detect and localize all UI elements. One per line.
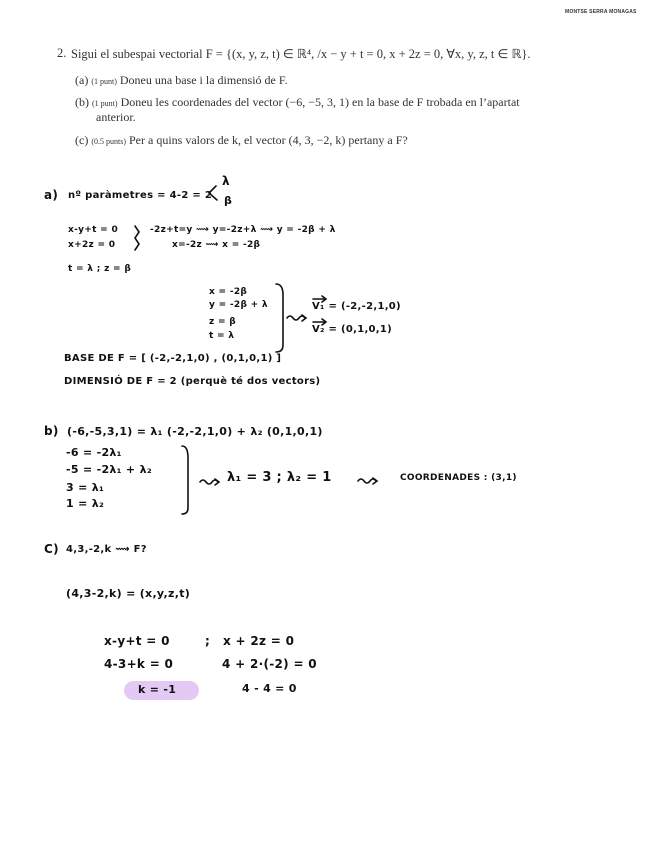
part-b-label: (b)	[75, 95, 89, 109]
vector-equation: (4,3-2,k) = (x,y,z,t)	[66, 587, 191, 600]
params-count: nº paràmetres = 4-2 = 2	[68, 190, 213, 201]
param-lambda: λ	[222, 174, 230, 188]
problem-statement: Sigui el subespai vectorial F = {(x, y, z, t) ∈ ℝ⁴, /x − y + t = 0, x + 2z = 0, ∀x, y, z, t ∈ ℝ}.	[71, 47, 531, 61]
system-z: z = β	[209, 317, 236, 327]
param-split-mark	[209, 186, 217, 200]
v1-bar	[313, 296, 326, 302]
system-b-2: -5 = -2λ₁ + λ₂	[66, 463, 152, 476]
part-b-points: (1 punt)	[92, 99, 118, 108]
condition-2-check: 4 - 4 = 0	[242, 682, 297, 695]
system-a-brace	[276, 284, 283, 352]
dimension-of-f: DIMENSIÓ DE F = 2 (perquè té dos vectors)	[64, 376, 321, 387]
part-a-points: (1 punt)	[91, 77, 117, 86]
system-b-3: 3 = λ₁	[66, 481, 105, 494]
vector-v1: V₁ = (-2,-2,1,0)	[312, 301, 401, 312]
arrow-squiggle-b2	[358, 478, 377, 484]
vector-v2: V₂ = (0,1,0,1)	[312, 324, 393, 335]
system-t: t = λ	[209, 331, 235, 341]
condition-1-substituted: 4-3+k = 0	[104, 657, 174, 671]
part-a-label: (a)	[75, 73, 89, 87]
equation-1-step: -2z+t=y ⟿ y=-2z+λ ⟿ y = -2β + λ	[150, 225, 336, 235]
param-beta: β	[224, 194, 233, 207]
part-b-text: Doneu les coordenades del vector (−6, −5, 3, 1) en la base de F trobada en l’apartat	[120, 95, 520, 109]
coordinates-equation: (-6,-5,3,1) = λ₁ (-2,-2,1,0) + λ₂ (0,1,0,1)	[67, 425, 323, 438]
equation-2-step: x=-2z ⟿ x = -2β	[172, 240, 261, 250]
condition-separator: ;	[205, 634, 211, 648]
part-c-text: Per a quins valors de k, el vector (4, 3, −2, k) pertany a F?	[129, 133, 408, 147]
problem-number: 2.	[57, 46, 67, 60]
solution-c-heading: C)	[44, 542, 59, 556]
equation-2: x+2z = 0	[68, 240, 116, 250]
part-a-text: Doneu una base i la dimensió de F.	[119, 73, 288, 87]
lambda-result: λ₁ = 3 ; λ₂ = 1	[227, 470, 332, 485]
solution-b-heading: b)	[44, 424, 59, 438]
system-b-1: -6 = -2λ₁	[66, 446, 122, 459]
membership-question: 4,3,-2,k ⟿ F?	[66, 544, 147, 555]
author-header: MONTSE SERRA MONAGAS	[565, 9, 637, 15]
condition-1: x-y+t = 0	[104, 634, 170, 648]
system-x: x = -2β	[209, 287, 248, 297]
solution-a-heading: a)	[44, 188, 59, 202]
system-b-4: 1 = λ₂	[66, 497, 105, 510]
system-b-brace	[182, 446, 188, 514]
substitutions: t = λ ; z = β	[68, 264, 132, 274]
condition-2-substituted: 4 + 2·(-2) = 0	[222, 657, 317, 671]
condition-2: x + 2z = 0	[223, 634, 295, 648]
arrow-squiggle-b1	[200, 479, 219, 485]
k-answer: k = -1	[138, 683, 177, 696]
part-b-text-continued: anterior.	[96, 110, 136, 124]
base-of-f: BASE DE F = [ (-2,-2,1,0) , (0,1,0,1) ]	[64, 353, 282, 364]
left-brace-eqs	[135, 226, 139, 250]
arrow-squiggle-a	[287, 315, 306, 321]
equation-1: x-y+t = 0	[68, 225, 119, 235]
part-c-label: (c)	[75, 133, 89, 147]
coordinates-result: COORDENADES : (3,1)	[400, 473, 517, 483]
system-y: y = -2β + λ	[209, 300, 268, 310]
v2-bar	[313, 319, 326, 325]
part-c-points: (0.5 punts)	[91, 137, 126, 146]
